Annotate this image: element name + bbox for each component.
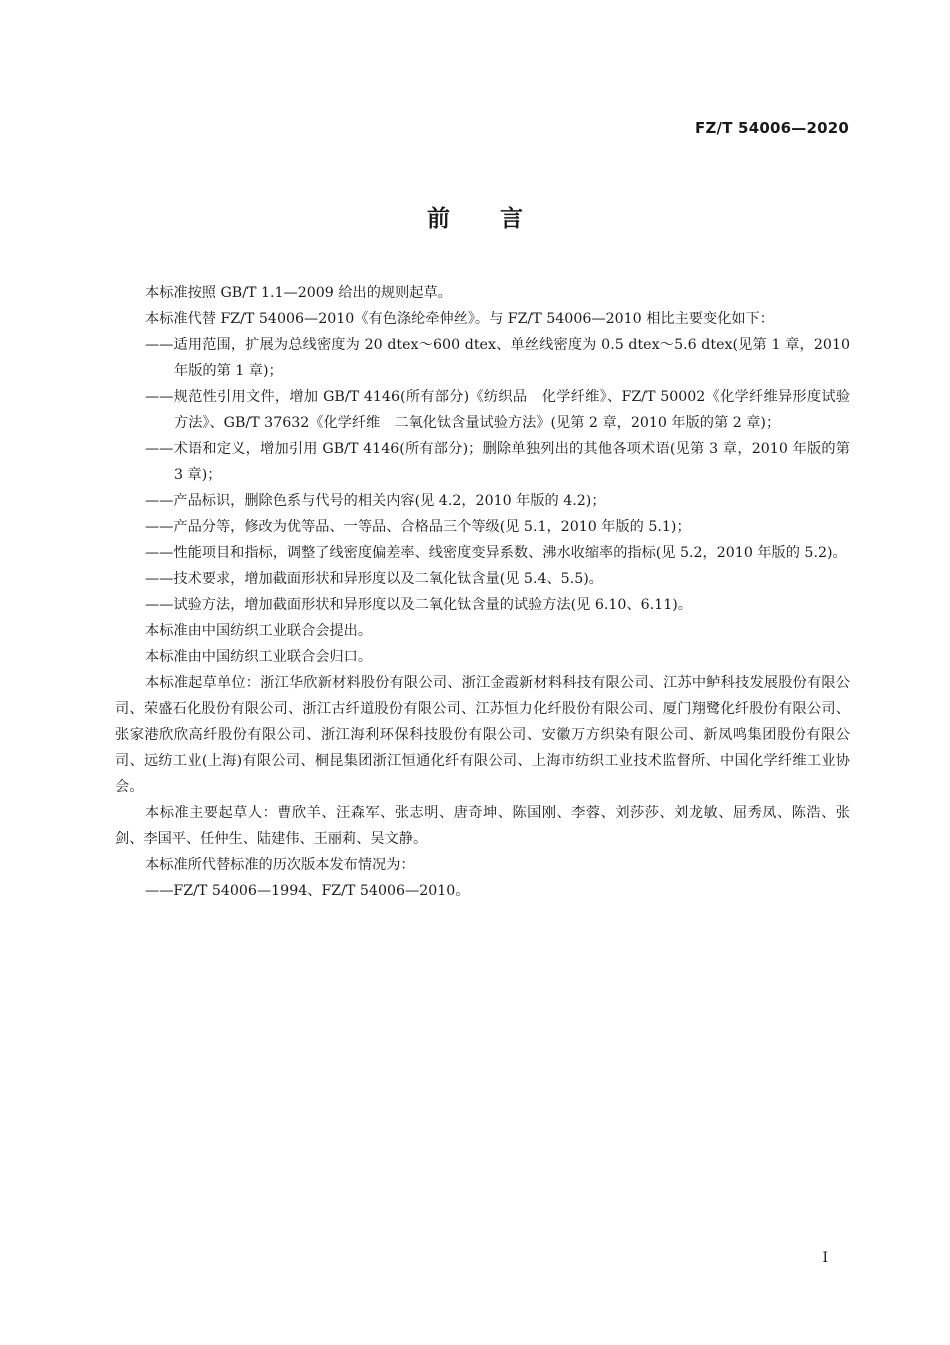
paragraph: 本标准代替 FZ/T 54006—2010《有色涤纶牵伸丝》。与 FZ/T 54006—2010 相比主要变化如下： xyxy=(145,311,774,327)
change-item: ——试验方法，增加截面形状和异形度以及二氧化钛含量的试验方法(见 6.10、6.11)。 xyxy=(145,597,692,613)
paragraph: 本标准所代替标准的历次版本发布情况为： xyxy=(145,857,415,873)
paragraph: 本标准按照 GB/T 1.1—2009 给出的规则起草。 xyxy=(145,285,452,301)
change-item: ——性能项目和指标，调整了线密度偏差率、线密度变异系数、沸水收缩率的指标(见 5.2，2010 年版的 5.2)。 xyxy=(145,545,847,561)
change-item: ——适用范围，扩展为总线密度为 20 dtex～600 dtex、单丝线密度为 0.5 dtex～5.6 dtex(见第 1 章，2010 年版的第 1 章)； xyxy=(145,337,850,379)
version-history-item: ——FZ/T 54006—1994、FZ/T 54006—2010。 xyxy=(145,883,470,899)
drafting-units: 本标准起草单位：浙江华欣新材料股份有限公司、浙江金霞新材料科技有限公司、江苏中鲈科技发展股份有限公司、荣盛石化股份有限公司、浙江古纤道股份有限公司、江苏恒力化纤股份有限公司、厦门翔鹭化纤股份有限公司、张家港欣欣高纤股份有限公司、浙江海利环保科技股份有限公司、安徽万方织染有限公司、新凤鸣集团股份有限公司、远纺工业(上海)有限公司、桐昆集团浙江恒通化纤有限公司、上海市纺织工业技术监督所、中国化学纤维工业协会。 xyxy=(115,675,850,795)
paragraph: 本标准由中国纺织工业联合会提出。 xyxy=(145,623,373,639)
change-item: ——术语和定义，增加引用 GB/T 4146(所有部分)；删除单独列出的其他各项术语(见第 3 章，2010 年版的第 3 章)； xyxy=(145,441,850,483)
change-item: ——产品分等，修改为优等品、一等品、合格品三个等级(见 5.1，2010 年版的 5.1)； xyxy=(145,519,691,535)
standard-code: FZ/T 54006—2020 xyxy=(695,119,849,137)
change-item: ——产品标识，删除色系与代号的相关内容(见 4.2，2010 年版的 4.2)； xyxy=(145,493,606,509)
change-item: ——技术要求，增加截面形状和异形度以及二氧化钛含量(见 5.4、5.5)。 xyxy=(145,571,603,587)
page-number: I xyxy=(822,1250,828,1266)
page-title: 前言 xyxy=(427,206,573,232)
foreword-body xyxy=(115,280,850,904)
paragraph: 本标准由中国纺织工业联合会归口。 xyxy=(145,649,373,665)
change-item: ——规范性引用文件，增加 GB/T 4146(所有部分)《纺织品 化学纤维》、FZ/T 50002《化学纤维异形度试验方法》、GB/T 37632《化学纤维 二氧化钛含量试验方法》(见第 2 章，2010 年版的第 2 章)； xyxy=(145,389,850,431)
drafters: 本标准主要起草人：曹欣羊、汪森军、张志明、唐奇坤、陈国刚、李蓉、刘莎莎、刘龙敏、屈秀凤、陈浩、张剑、李国平、任仲生、陆建伟、王丽莉、吴文静。 xyxy=(115,805,850,847)
